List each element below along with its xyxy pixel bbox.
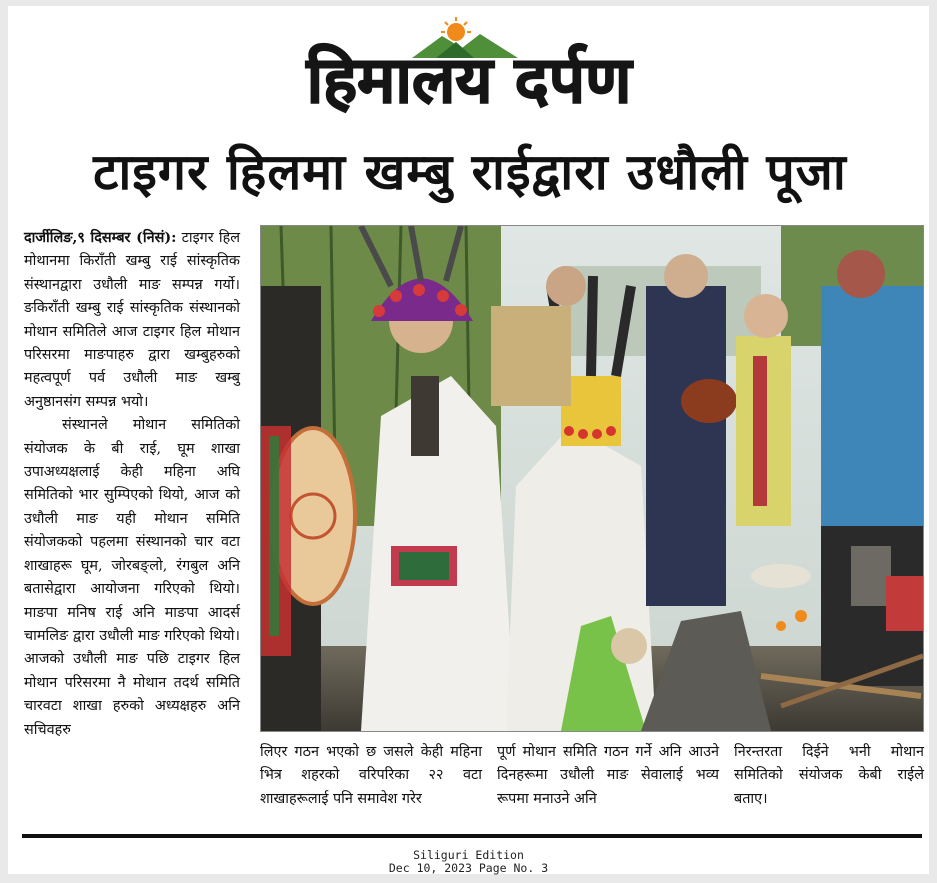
masthead bbox=[8, 14, 929, 122]
masthead-logo bbox=[304, 14, 634, 118]
date-page-label: Dec 10, 2023 Page No. 3 bbox=[388, 861, 549, 875]
article-column-1 bbox=[24, 226, 240, 742]
newspaper-page bbox=[8, 6, 929, 874]
footer-rule bbox=[22, 834, 922, 838]
article-column-3: पूर्ण मोथान समिति गठन गर्ने अनि आउने दिनहरूमा उधौली माङ सेवालाई भव्य रूपमा मनाउने अनि bbox=[497, 744, 719, 807]
article-paragraph-1: टाइगर हिल मोथानमा किराँती खम्बु राई सांस्कृतिक संस्थानद्वारा उधौली माङ सम्पन्न गर्यो।ङकिराँती खम्बु राई सांस्कृतिक संस्थानको मोथान समितिले आज टाइगर हिल मोथान परिसरमा माङपाहरु द्वारा खम्बुहरुको महत्वपूर्ण पर्व उधौली माङ खम्बु अनुष्ठानसंग सम्पन्न भयो। bbox=[24, 230, 240, 410]
article-headline: टाइगर हिलमा खम्बु राईद्वारा उधौली पूजा bbox=[93, 143, 847, 201]
article-column-2: लिएर गठन भएको छ जसले केही महिना भित्र शहरको वरिपरिका २२ वटा शाखाहरूलाई पनि समावेश गरेर bbox=[260, 744, 482, 807]
page-footer bbox=[8, 849, 929, 875]
article-photo bbox=[260, 225, 924, 732]
article-column-4: निरन्तरता दिईने भनी मोथान समितिको संयोजक केबी राईले बताए। bbox=[734, 744, 924, 807]
article-dateline: दार्जीलिङ,९ दिसम्बर (निसं): bbox=[24, 229, 177, 246]
edition-label: Siliguri Edition bbox=[413, 848, 524, 862]
article-paragraph-2: संस्थानले मोथान समितिको संयोजक के बी राई, घूम शाखा उपाअध्यक्षलाई केही महिना अघि समितिको भार सुम्पिएको थियो, आज को उधौली माङ यही मोथान समिति संयोजकको पहलमा संस्थानको चार वटा शाखाहरू घूम, जोरबङ्लो, रंगबुल अनि बतासेद्वारा आयोजना गरिएको थियो। माङपा मनिष राई अनि माङपा आदर्स चामलिङ द्वारा उधौली माङ गरिएको थियो। आजको उधौली माङ पछि टाइगर हिल मोथान परिसरमा नै मोथान तदर्थ समिति चारवटा शाखा हरुको अध्यक्षहरु अनि सचिवहरु bbox=[24, 417, 240, 738]
ritual-photo-illustration bbox=[261, 226, 923, 731]
masthead-title: हिमालय दर्पण bbox=[306, 44, 631, 118]
